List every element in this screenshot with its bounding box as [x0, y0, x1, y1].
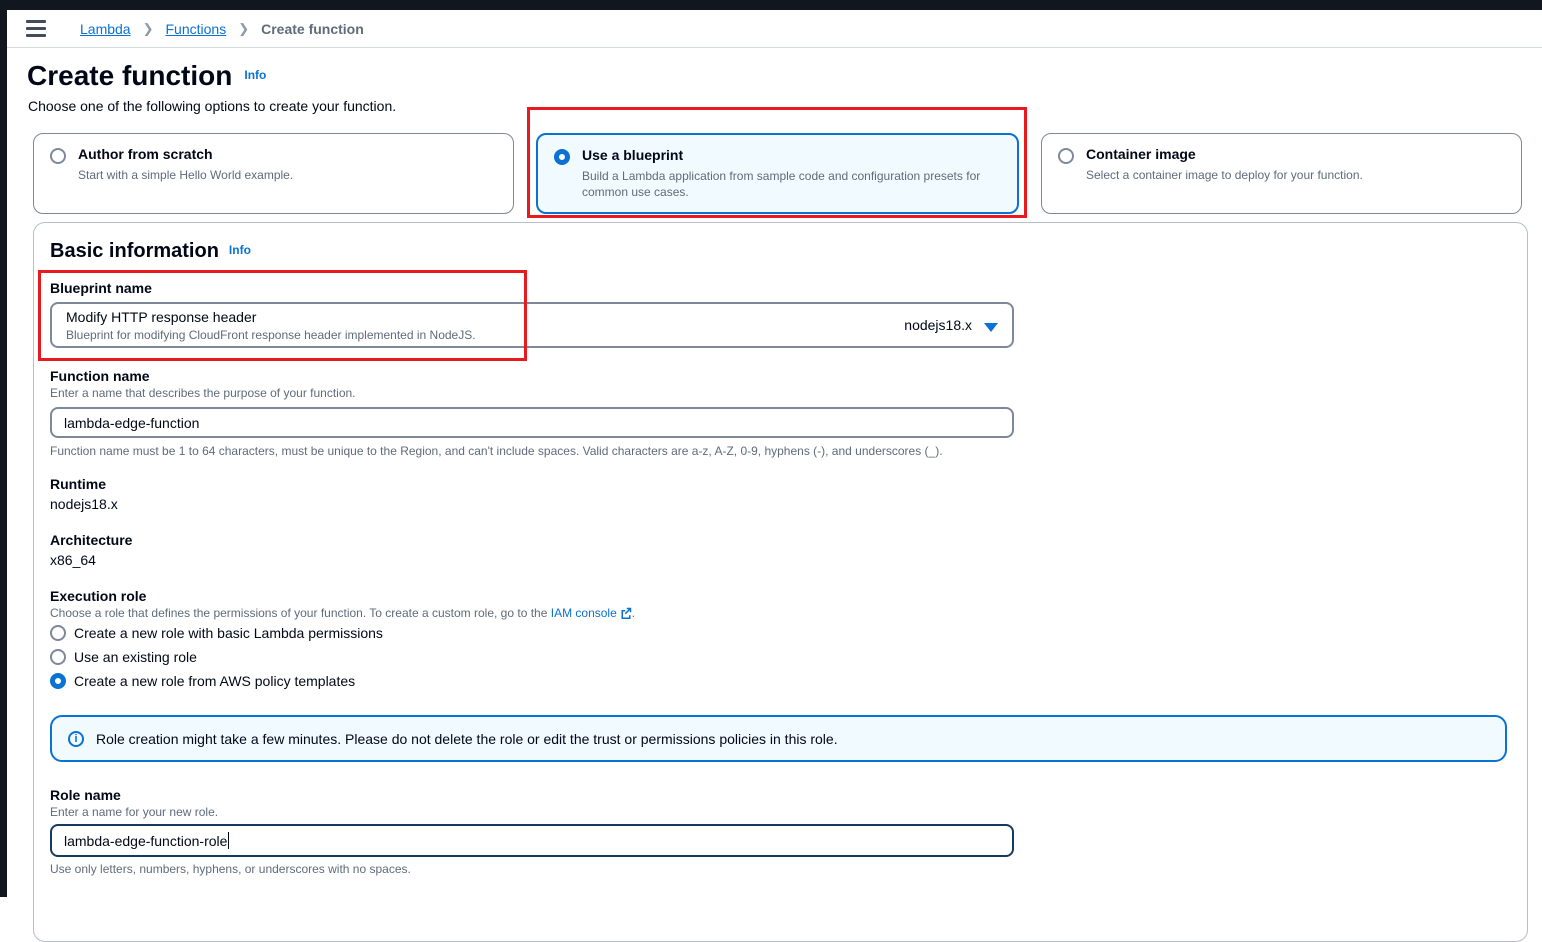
card-title: Use a blueprint	[582, 147, 684, 163]
breadcrumb-current: Create function	[261, 20, 364, 37]
info-icon: i	[68, 731, 84, 747]
breadcrumb-bar	[7, 10, 1542, 48]
blueprint-selected-description: Blueprint for modifying CloudFront response header implemented in NodeJS.	[66, 327, 476, 342]
radio-author-from-scratch[interactable]	[50, 148, 66, 164]
breadcrumb	[80, 21, 364, 37]
runtime-value: nodejs18.x	[50, 496, 118, 512]
text-cursor	[228, 832, 229, 849]
execution-role-description-prefix: Choose a role that defines the permissions of your function. To create a custom role, go to the	[50, 606, 551, 620]
page-title-text: Create function	[27, 60, 233, 91]
basic-information-title-text: Basic information	[50, 240, 219, 262]
breadcrumb-functions-link[interactable]: Functions	[165, 20, 227, 37]
role-option-policy-templates[interactable]	[50, 673, 355, 689]
radio-basic-permissions[interactable]	[50, 625, 66, 641]
card-container-image[interactable]	[1041, 133, 1522, 214]
role-name-description: Enter a name for your new role.	[50, 805, 219, 819]
chevron-right-icon: ❯	[142, 20, 154, 36]
radio-label: Create a new role from AWS policy templates	[74, 673, 356, 689]
role-name-input[interactable]	[50, 824, 1014, 857]
function-name-label: Function name	[50, 368, 150, 384]
basic-information-info-link[interactable]: Info	[228, 243, 251, 257]
function-name-value: lambda-edge-function	[64, 414, 200, 431]
chevron-right-icon: ❯	[238, 20, 250, 36]
blueprint-name-label: Blueprint name	[50, 280, 152, 296]
function-name-input[interactable]	[50, 407, 1014, 438]
runtime-label: Runtime	[50, 476, 106, 492]
role-creation-banner-text: Role creation might take a few minutes. Please do not delete the role or edit the trust or permissions policies in this role.	[96, 730, 838, 747]
role-option-basic-permissions[interactable]	[50, 625, 383, 641]
side-nav-edge	[0, 0, 7, 897]
creation-option-cards	[33, 133, 1522, 214]
execution-role-description-suffix: .	[631, 606, 636, 620]
execution-role-label: Execution role	[50, 588, 147, 604]
execution-role-description	[50, 606, 635, 622]
role-name-constraint: Use only letters, numbers, hyphens, or underscores with no spaces.	[50, 862, 411, 876]
page-subtitle: Choose one of the following options to create your function.	[28, 98, 397, 114]
radio-use-a-blueprint[interactable]	[554, 149, 570, 165]
basic-information-panel	[33, 222, 1528, 942]
role-creation-info-banner	[50, 715, 1507, 762]
page-info-link[interactable]: Info	[244, 68, 267, 82]
function-name-constraint: Function name must be 1 to 64 characters, must be unique to the Region, and can't include spaces. Valid characters are a-z, A-Z, 0-9, hyphens (-), and underscores (_).	[50, 444, 943, 458]
hamburger-menu-icon[interactable]	[26, 20, 46, 37]
radio-container-image[interactable]	[1058, 148, 1074, 164]
page-title	[27, 60, 266, 92]
chevron-down-icon	[984, 323, 998, 332]
radio-label: Use an existing role	[74, 649, 197, 665]
basic-information-title	[50, 240, 251, 263]
function-name-description: Enter a name that describes the purpose of your function.	[50, 386, 356, 400]
card-description: Select a container image to deploy for your function.	[1086, 168, 1363, 182]
blueprint-selected-title: Modify HTTP response header	[66, 308, 257, 325]
card-use-a-blueprint[interactable]	[536, 133, 1019, 214]
external-link-icon	[620, 607, 632, 622]
radio-label: Create a new role with basic Lambda permissions	[74, 625, 383, 641]
blueprint-select[interactable]	[50, 302, 1014, 348]
card-description: Start with a simple Hello World example.	[78, 168, 294, 182]
card-author-from-scratch[interactable]	[33, 133, 514, 214]
card-title: Author from scratch	[78, 146, 213, 162]
breadcrumb-lambda-link[interactable]: Lambda	[80, 20, 131, 37]
iam-console-link[interactable]: IAM console	[550, 606, 617, 620]
role-name-label: Role name	[50, 787, 121, 803]
blueprint-runtime-value: nodejs18.x	[904, 317, 972, 333]
radio-policy-templates[interactable]	[50, 673, 66, 689]
architecture-label: Architecture	[50, 532, 133, 548]
role-option-existing-role[interactable]	[50, 649, 197, 665]
radio-existing-role[interactable]	[50, 649, 66, 665]
architecture-value: x86_64	[50, 552, 96, 568]
card-title: Container image	[1086, 146, 1196, 162]
top-chrome-bar	[0, 0, 1542, 10]
card-description: Build a Lambda application from sample code and configuration presets for common use cases.	[582, 169, 981, 200]
role-name-value: lambda-edge-function-role	[64, 832, 228, 849]
